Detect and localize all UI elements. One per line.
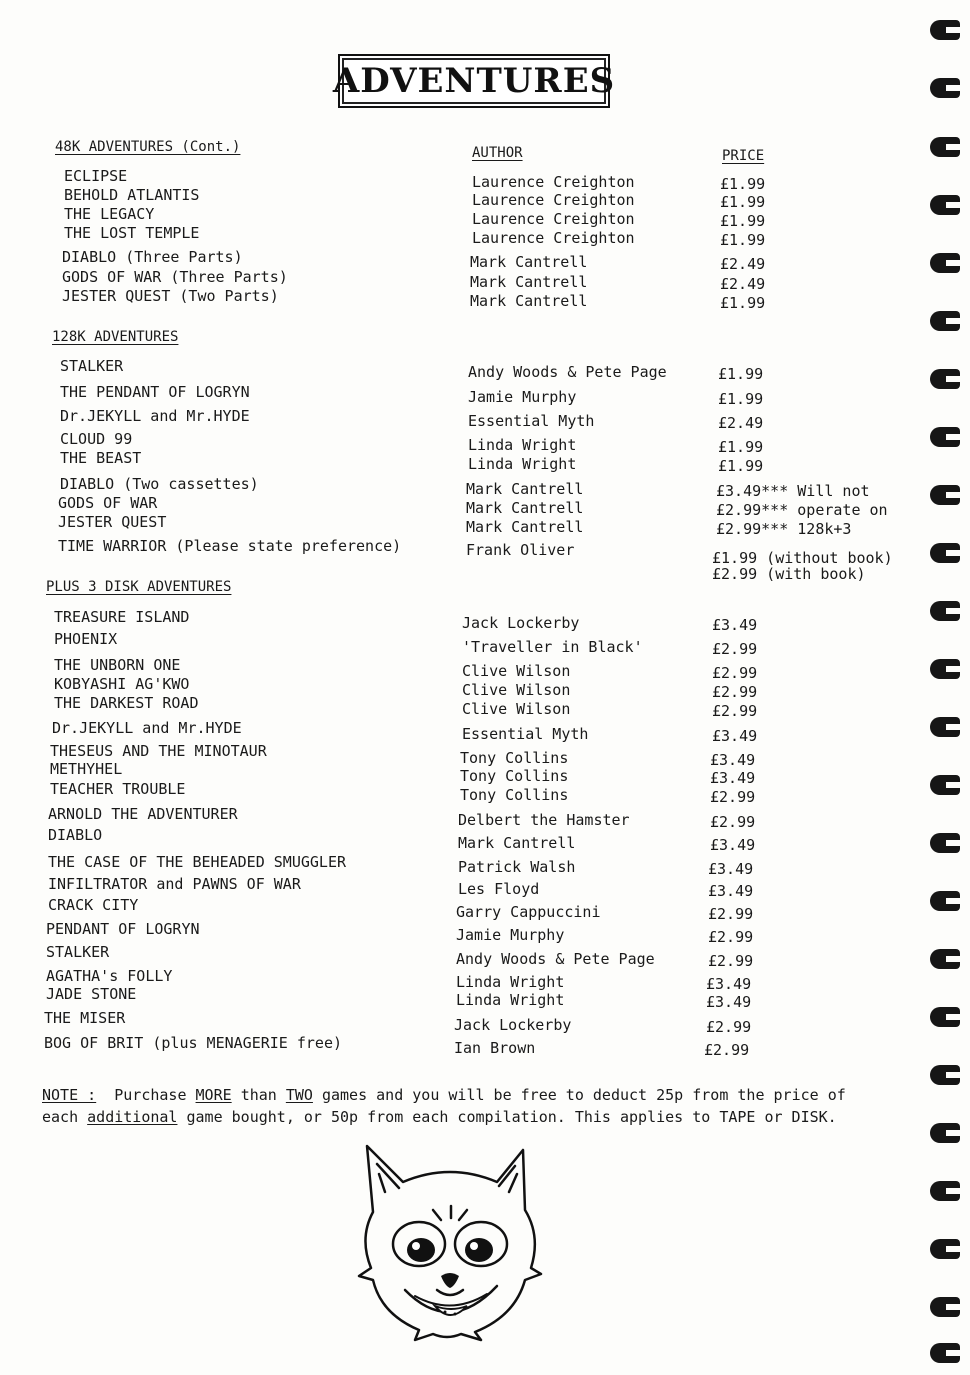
game-title: STALKER <box>46 943 110 961</box>
game-author: Tony Collins <box>460 786 569 804</box>
game-title: CLOUD 99 <box>60 430 133 448</box>
game-title: THE PENDANT OF LOGRYN <box>60 383 250 401</box>
game-price: £1.99 <box>720 231 766 249</box>
page-title: ADVENTURES <box>332 61 616 101</box>
game-price: £2.99 <box>712 640 758 658</box>
game-title: ECLIPSE <box>64 167 128 185</box>
note-emphasis: MORE <box>195 1086 232 1104</box>
game-author: Frank Oliver <box>466 541 575 559</box>
game-author: Linda Wright <box>456 991 565 1009</box>
game-price: £1.99 (without book) <box>712 549 893 567</box>
section-heading-48k: 48K ADVENTURES (Cont.) <box>55 139 241 155</box>
game-title: THE CASE OF THE BEHEADED SMUGGLER <box>48 853 347 871</box>
game-price: £1.99 <box>720 193 766 211</box>
game-author: Jack Lockerby <box>462 614 580 632</box>
game-price: £3.49 <box>710 751 756 769</box>
game-author: Mark Cantrell <box>458 834 576 852</box>
game-price: £2.49 <box>718 414 764 432</box>
game-author: Mark Cantrell <box>470 292 588 310</box>
game-title: CRACK CITY <box>48 896 139 914</box>
game-price: £2.99*** operate on <box>716 501 888 519</box>
game-title: GODS OF WAR (Three Parts) <box>62 268 288 286</box>
game-author: Les Floyd <box>458 880 540 898</box>
spiral-ring-icon <box>930 1065 970 1087</box>
game-price: £2.49 <box>720 255 766 273</box>
note-text: game bought, or 50p from each compilation. This applies to TAPE or DISK. <box>186 1108 837 1126</box>
game-price: £1.99 <box>718 438 764 456</box>
game-author: Ian Brown <box>454 1039 536 1057</box>
game-author: Jamie Murphy <box>468 388 577 406</box>
game-title: JESTER QUEST <box>58 513 167 531</box>
game-author: Laurence Creighton <box>472 191 635 209</box>
game-price: £1.99 <box>720 212 766 230</box>
game-title: METHYHEL <box>50 760 123 778</box>
game-price: £3.49 <box>708 882 754 900</box>
page-title-banner <box>332 54 616 108</box>
game-author: Mark Cantrell <box>470 253 588 271</box>
game-author: Laurence Creighton <box>472 173 635 191</box>
spiral-ring-icon <box>930 369 970 391</box>
game-title: DIABLO (Two cassettes) <box>60 475 259 493</box>
game-title: GODS OF WAR <box>58 494 158 512</box>
game-price: £3.49 <box>712 616 758 634</box>
game-title: JESTER QUEST (Two Parts) <box>62 287 279 305</box>
section-heading-128k: 128K ADVENTURES <box>52 329 179 345</box>
game-title: DIABLO (Three Parts) <box>62 248 243 266</box>
game-price: £1.99 <box>720 294 766 312</box>
game-title: THE DARKEST ROAD <box>54 694 199 712</box>
game-author: Tony Collins <box>460 767 569 785</box>
game-price: £3.49 <box>712 727 758 745</box>
game-title: BOG OF BRIT (plus MENAGERIE free) <box>44 1034 343 1052</box>
note-emphasis: TWO <box>285 1086 313 1104</box>
game-price: £3.49*** Will not <box>716 482 870 500</box>
note-paragraph <box>42 1084 872 1128</box>
game-title: THE UNBORN ONE <box>54 656 181 674</box>
game-price: £2.99 <box>712 683 758 701</box>
note-text: Purchase <box>114 1086 187 1104</box>
game-author: Linda Wright <box>468 455 577 473</box>
game-title: DIABLO <box>48 826 103 844</box>
game-title: JADE STONE <box>46 985 137 1003</box>
game-price: £2.99 <box>712 664 758 682</box>
game-title: PHOENIX <box>54 630 118 648</box>
game-title: ARNOLD THE ADVENTURER <box>48 805 238 823</box>
game-author: Linda Wright <box>456 973 565 991</box>
spiral-ring-icon <box>930 427 970 449</box>
game-price: £2.99 <box>708 905 754 923</box>
game-author: Andy Woods & Pete Page <box>456 950 655 968</box>
game-author: 'Traveller in Black' <box>462 638 643 656</box>
spiral-ring-icon <box>930 659 970 681</box>
game-author: Jack Lockerby <box>454 1016 572 1034</box>
spiral-ring-icon <box>930 311 970 333</box>
author-column-header: AUTHOR <box>472 145 523 161</box>
game-author: Mark Cantrell <box>466 518 584 536</box>
spiral-ring-icon <box>930 485 970 507</box>
game-author: Delbert the Hamster <box>458 811 630 829</box>
spiral-ring-icon <box>930 78 970 100</box>
game-author: Clive Wilson <box>462 700 571 718</box>
game-author: Mark Cantrell <box>466 499 584 517</box>
game-author: Andy Woods & Pete Page <box>468 363 667 381</box>
note-label: NOTE : <box>42 1086 97 1104</box>
spiral-ring-icon <box>930 1123 970 1145</box>
note-text: than <box>240 1086 277 1104</box>
game-price: £2.49 <box>720 275 766 293</box>
game-author: Essential Myth <box>462 725 589 743</box>
game-title: KOBYASHI AG'KWO <box>54 675 190 693</box>
game-title: Dr.JEKYLL and Mr.HYDE <box>60 407 250 425</box>
spiral-ring-icon <box>930 949 970 971</box>
game-price: £1.99 <box>718 457 764 475</box>
game-author: Clive Wilson <box>462 681 571 699</box>
game-title: INFILTRATOR and PAWNS OF WAR <box>48 875 301 893</box>
game-author: Clive Wilson <box>462 662 571 680</box>
note-emphasis: additional <box>87 1108 178 1126</box>
spiral-ring-icon <box>930 253 970 275</box>
game-author: Mark Cantrell <box>470 273 588 291</box>
game-title: TIME WARRIOR (Please state preference) <box>58 537 402 555</box>
game-title: PENDANT OF LOGRYN <box>46 920 200 938</box>
spiral-ring-icon <box>930 1239 970 1261</box>
spiral-ring-icon <box>930 891 970 913</box>
game-title: THE LOST TEMPLE <box>64 224 200 242</box>
game-author: Garry Cappuccini <box>456 903 601 921</box>
game-title: THESEUS AND THE MINOTAUR <box>50 742 267 760</box>
game-price: £3.49 <box>710 836 756 854</box>
game-price-alt: £2.99 (with book) <box>712 565 866 583</box>
game-title: STALKER <box>60 357 124 375</box>
game-price: £1.99 <box>718 390 764 408</box>
game-title: THE BEAST <box>60 449 142 467</box>
game-price: £3.49 <box>708 860 754 878</box>
game-title: Dr.JEKYLL and Mr.HYDE <box>52 719 242 737</box>
game-price: £1.99 <box>720 175 766 193</box>
spiral-ring-icon <box>930 1181 970 1203</box>
game-author: Mark Cantrell <box>466 480 584 498</box>
game-title: THE LEGACY <box>64 205 155 223</box>
game-price: £2.99 <box>706 1018 752 1036</box>
cat-face-icon <box>355 1140 545 1345</box>
game-price: £3.49 <box>706 975 752 993</box>
spiral-ring-icon <box>930 137 970 159</box>
game-author: Jamie Murphy <box>456 926 565 944</box>
game-price: £2.99 <box>710 813 756 831</box>
spiral-ring-icon <box>930 601 970 623</box>
game-title: THE MISER <box>44 1009 126 1027</box>
spiral-ring-icon <box>930 1007 970 1029</box>
game-author: Laurence Creighton <box>472 229 635 247</box>
game-author: Essential Myth <box>468 412 595 430</box>
game-title: BEHOLD ATLANTIS <box>64 186 200 204</box>
game-price: £2.99 <box>704 1041 750 1059</box>
spiral-ring-icon <box>930 543 970 565</box>
game-price: £2.99 <box>708 928 754 946</box>
section-heading-plus3: PLUS 3 DISK ADVENTURES <box>46 579 232 595</box>
note-text: games and you will be free to deduct 25p from the price of each <box>42 1086 846 1126</box>
spiral-ring-icon <box>930 717 970 739</box>
spiral-ring-icon <box>930 195 970 217</box>
game-author: Laurence Creighton <box>472 210 635 228</box>
spiral-ring-icon <box>930 1343 970 1365</box>
spiral-ring-icon <box>930 1297 970 1319</box>
game-price: £2.99*** 128k+3 <box>716 520 852 538</box>
spiral-ring-icon <box>930 833 970 855</box>
game-title: AGATHA's FOLLY <box>46 967 173 985</box>
game-price: £3.49 <box>706 993 752 1011</box>
game-author: Patrick Walsh <box>458 858 576 876</box>
game-price: £2.99 <box>712 702 758 720</box>
price-column-header: PRICE <box>722 148 765 164</box>
game-price: £1.99 <box>718 365 764 383</box>
game-author: Tony Collins <box>460 749 569 767</box>
game-price: £3.49 <box>710 769 756 787</box>
game-author: Linda Wright <box>468 436 577 454</box>
game-price: £2.99 <box>708 952 754 970</box>
spiral-ring-icon <box>930 775 970 797</box>
game-title: TREASURE ISLAND <box>54 608 190 626</box>
spiral-ring-icon <box>930 20 970 42</box>
game-title: TEACHER TROUBLE <box>50 780 186 798</box>
game-price: £2.99 <box>710 788 756 806</box>
